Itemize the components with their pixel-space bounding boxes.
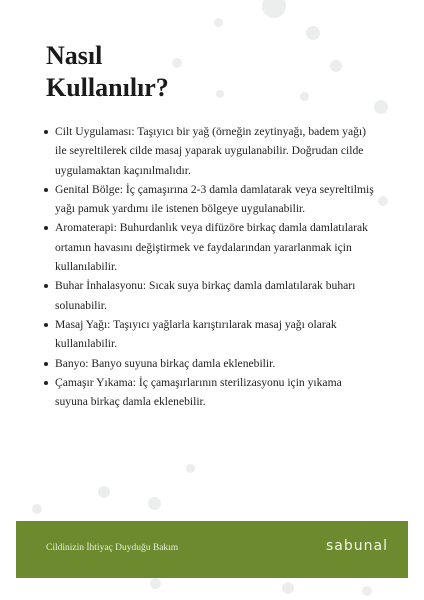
list-item [44, 122, 374, 180]
decorative-dot [300, 92, 309, 101]
list-item-text: Çamaşır Yıkama: İç çamaşırlarının sterilizasyonu için yıkama suyuna birkaç damla eklenebilir. [55, 375, 342, 409]
brand-logo-text: sabunal [326, 538, 388, 554]
decorative-dot [374, 100, 388, 114]
list-item-text: Cilt Uygulaması: Taşıyıcı bir yağ (örneğin zeytinyağı, badem yağı) ile seyreltilerek cilde masaj yaparak uygulanabilir. Doğrudan cilde uygulamaktan kaçınılmalıdır. [55, 125, 366, 177]
bullet-icon [44, 284, 48, 288]
list-item-text: Masaj Yağı: Taşıyıcı yağlarla karıştırılarak masaj yağı olarak kullanılabilir. [55, 317, 337, 351]
decorative-dot [150, 578, 161, 589]
page-title [46, 40, 169, 104]
usage-list [44, 122, 374, 411]
bullet-icon [44, 323, 48, 327]
bullet-icon [44, 130, 48, 134]
decorative-dot [262, 0, 286, 18]
decorative-dot [362, 586, 372, 596]
list-item-text: Banyo: Banyo suyuna birkaç damla eklenebilir. [55, 356, 276, 370]
list-item [44, 354, 374, 373]
decorative-dot [282, 582, 294, 594]
decorative-dot [214, 18, 223, 27]
list-item [44, 218, 374, 276]
decorative-dot [306, 26, 320, 40]
bullet-icon [44, 188, 48, 192]
footer-tagline: Cildinizin İhtiyaç Duyduğu Bakım [46, 543, 179, 553]
list-item [44, 180, 374, 219]
list-item-text: Genital Bölge: İç çamaşırına 2-3 damla damlatarak veya seyreltilmiş yağı pamuk yardımı ile istenen bölgeye uygulanabilir. [55, 182, 374, 216]
bullet-icon [44, 226, 48, 230]
title-line-1: Nasıl [46, 41, 103, 70]
bullet-icon [44, 362, 48, 366]
decorative-dot [32, 504, 42, 514]
decorative-dot [216, 90, 224, 98]
decorative-dot [378, 196, 388, 206]
list-item-text: Buhar İnhalasyonu: Sıcak suya birkaç damla damlatılarak buharı solunabilir. [55, 279, 356, 312]
decorative-dot [186, 464, 195, 473]
title-line-2: Kullanılır? [46, 73, 169, 102]
list-item [44, 315, 374, 354]
decorative-dot [148, 497, 161, 510]
decorative-dot [330, 60, 342, 72]
list-item [44, 276, 374, 315]
decorative-dot [172, 58, 182, 68]
footer-banner [16, 521, 408, 578]
list-item-text: Aromaterapi: Buhurdanlık veya difüzöre birkaç damla damlatılarak ortamın havasını değiştirmek ve faydalarından yararlanmak için kullanılabilir. [55, 221, 368, 274]
decorative-dot [98, 486, 110, 498]
list-item [44, 373, 374, 412]
bullet-icon [44, 381, 48, 385]
